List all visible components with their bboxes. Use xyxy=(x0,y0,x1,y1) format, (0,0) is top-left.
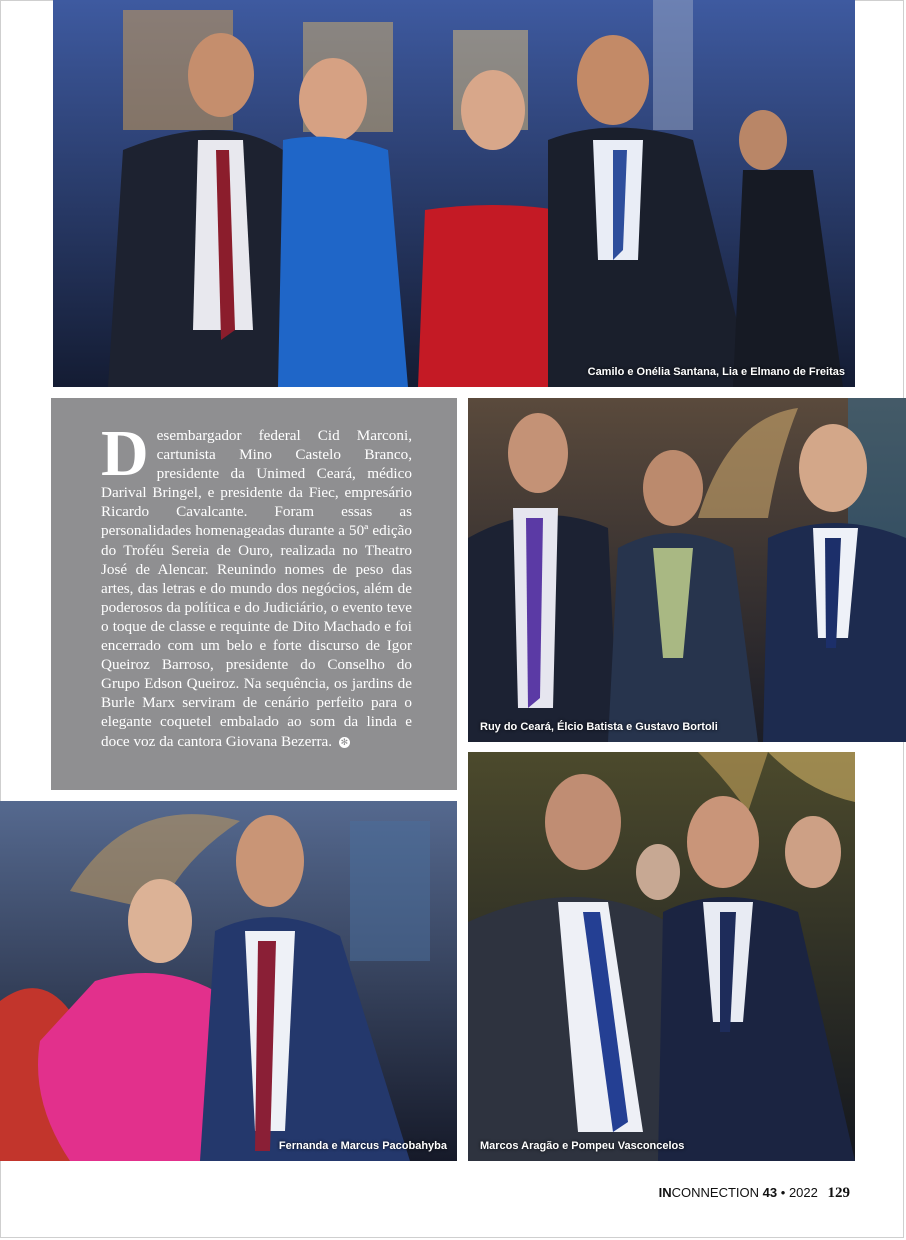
photo-camilo-onelia-lia-elmano xyxy=(53,0,855,387)
folio-brand-bold: IN xyxy=(658,1185,672,1200)
caption-top: Camilo e Onélia Santana, Lia e Elmano de Freitas xyxy=(587,366,845,378)
caption-bottom-right: Marcos Aragão e Pompeu Vasconcelos xyxy=(480,1140,685,1152)
photo-bottom-right-image xyxy=(468,752,855,1161)
folio-issue: 43 xyxy=(762,1185,778,1200)
caption-bottom-left: Fernanda e Marcus Pacobahyba xyxy=(278,1140,447,1152)
folio-year: 2022 xyxy=(788,1185,818,1200)
photo-fernanda-marcus xyxy=(0,801,457,1161)
page-number: 129 xyxy=(827,1185,850,1201)
article-text-box xyxy=(51,398,457,790)
page-folio xyxy=(659,1185,850,1202)
folio-separator: • xyxy=(780,1185,786,1200)
photo-top-image xyxy=(53,0,855,387)
article-dropcap: D xyxy=(101,417,149,490)
photo-bottom-left-image xyxy=(0,801,457,1161)
caption-middle-right: Ruy do Ceará, Élcio Batista e Gustavo Bortoli xyxy=(480,721,718,733)
photo-ruy-elcio-gustavo xyxy=(468,398,906,742)
folio-brand-rest: CONNECTION xyxy=(671,1185,760,1200)
end-mark-icon: ✻ xyxy=(340,736,349,747)
photo-middle-right-image xyxy=(468,398,906,742)
article-body: esembargador federal Cid Marconi, cartunista Mino Castelo Branco, presidente da Unimed Ceará, médico Darival Bringel, e presidente da Fiec, empresário Ricardo Cavalcante. Foram essas as personalidades homenageadas durante a 50ª edição do Troféu Sereia de Ouro, realizada no Theatro José de Alencar. Reunindo nomes de peso das artes, das letras e do mundo dos negócios, além de poderosos da política e do Judiciário, o evento teve o toque de classe e requinte de Dito Machado e foi encerrado com um belo e forte discurso de Igor Queiroz Barroso, presidente do Conselho do Grupo Edson Queiroz. Na sequência, os jardins de Burle Marx serviram de cenário perfeito para o elegante coquetel embalado ao som da linda e doce voz da cantora Giovana Bezerra. xyxy=(101,427,412,750)
photo-marcos-pompeu xyxy=(468,752,855,1161)
